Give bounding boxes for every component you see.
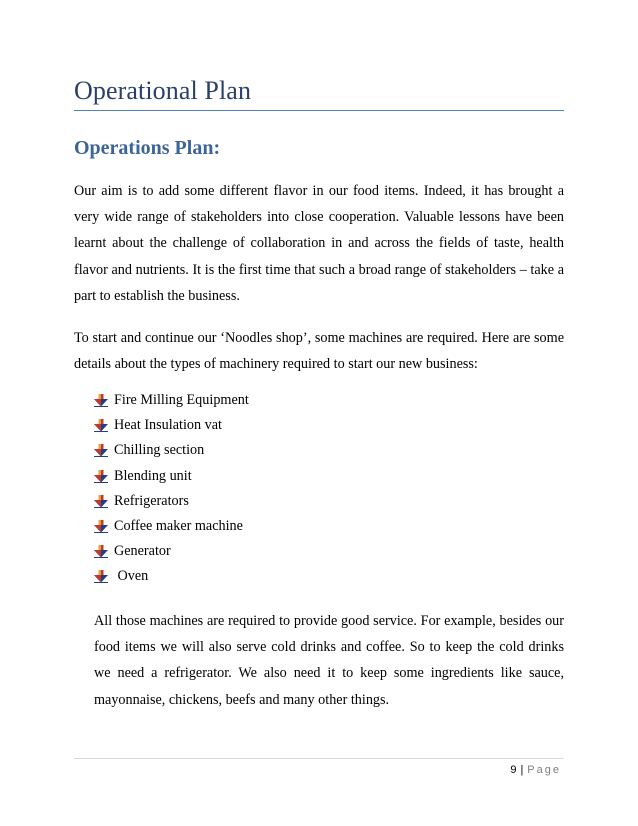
page-title: Operational Plan — [74, 76, 252, 105]
list-item-label: Chilling section — [114, 442, 205, 459]
arrow-down-bullet-icon — [94, 545, 108, 558]
section-subheading: Operations Plan: — [74, 137, 221, 159]
paragraph-intro: Our aim is to add some different flavor in our food items. Indeed, it has brought a very wide range of stakeholders into close cooperation. Valuable lessons have been learnt about the challenge of collaboration in and across the fields of taste, health flavor and nutrients. It is the first time that such a broad range of stakeholders – take a part to establish the business. — [74, 183, 564, 304]
list-item-label: Refrigerators — [114, 492, 189, 509]
list-item-label: Heat Insulation vat — [114, 417, 222, 434]
footer-separator: | — [520, 764, 524, 776]
page-footer — [510, 764, 561, 776]
list-item — [94, 388, 249, 413]
list-item — [94, 413, 249, 438]
list-item-label: Oven — [114, 568, 149, 585]
list-item — [94, 438, 249, 463]
list-item-label: Fire Milling Equipment — [114, 392, 249, 409]
arrow-down-bullet-icon — [94, 394, 108, 407]
list-item — [94, 464, 249, 489]
arrow-down-bullet-icon — [94, 570, 108, 583]
paragraph-conclusion: All those machines are required to provide good service. For example, besides our food items we will also serve cold drinks and coffee. So to keep the cold drinks we need a refrigerator. We also need it to keep some ingredients like sauce, mayonnaise, chickens, beefs and many other things. — [94, 613, 564, 708]
title-underline — [74, 110, 564, 111]
list-item — [94, 539, 249, 564]
arrow-down-bullet-icon — [94, 419, 108, 432]
list-item-label: Coffee maker machine — [114, 518, 243, 535]
footer-divider — [74, 758, 564, 759]
list-item-label: Blending unit — [114, 467, 192, 484]
page-label: Page — [527, 764, 561, 776]
arrow-down-bullet-icon — [94, 520, 108, 533]
list-item — [94, 489, 249, 514]
machinery-list — [94, 388, 249, 590]
paragraph-machines: To start and continue our ‘Noodles shop’, some machines are required. Here are some details about the types of machinery required to start our new business: — [74, 330, 564, 373]
page-number: 9 — [510, 764, 517, 776]
list-item-label: Generator — [114, 543, 171, 560]
arrow-down-bullet-icon — [94, 470, 108, 483]
arrow-down-bullet-icon — [94, 444, 108, 457]
list-item — [94, 514, 249, 539]
list-item — [94, 564, 249, 589]
arrow-down-bullet-icon — [94, 495, 108, 508]
